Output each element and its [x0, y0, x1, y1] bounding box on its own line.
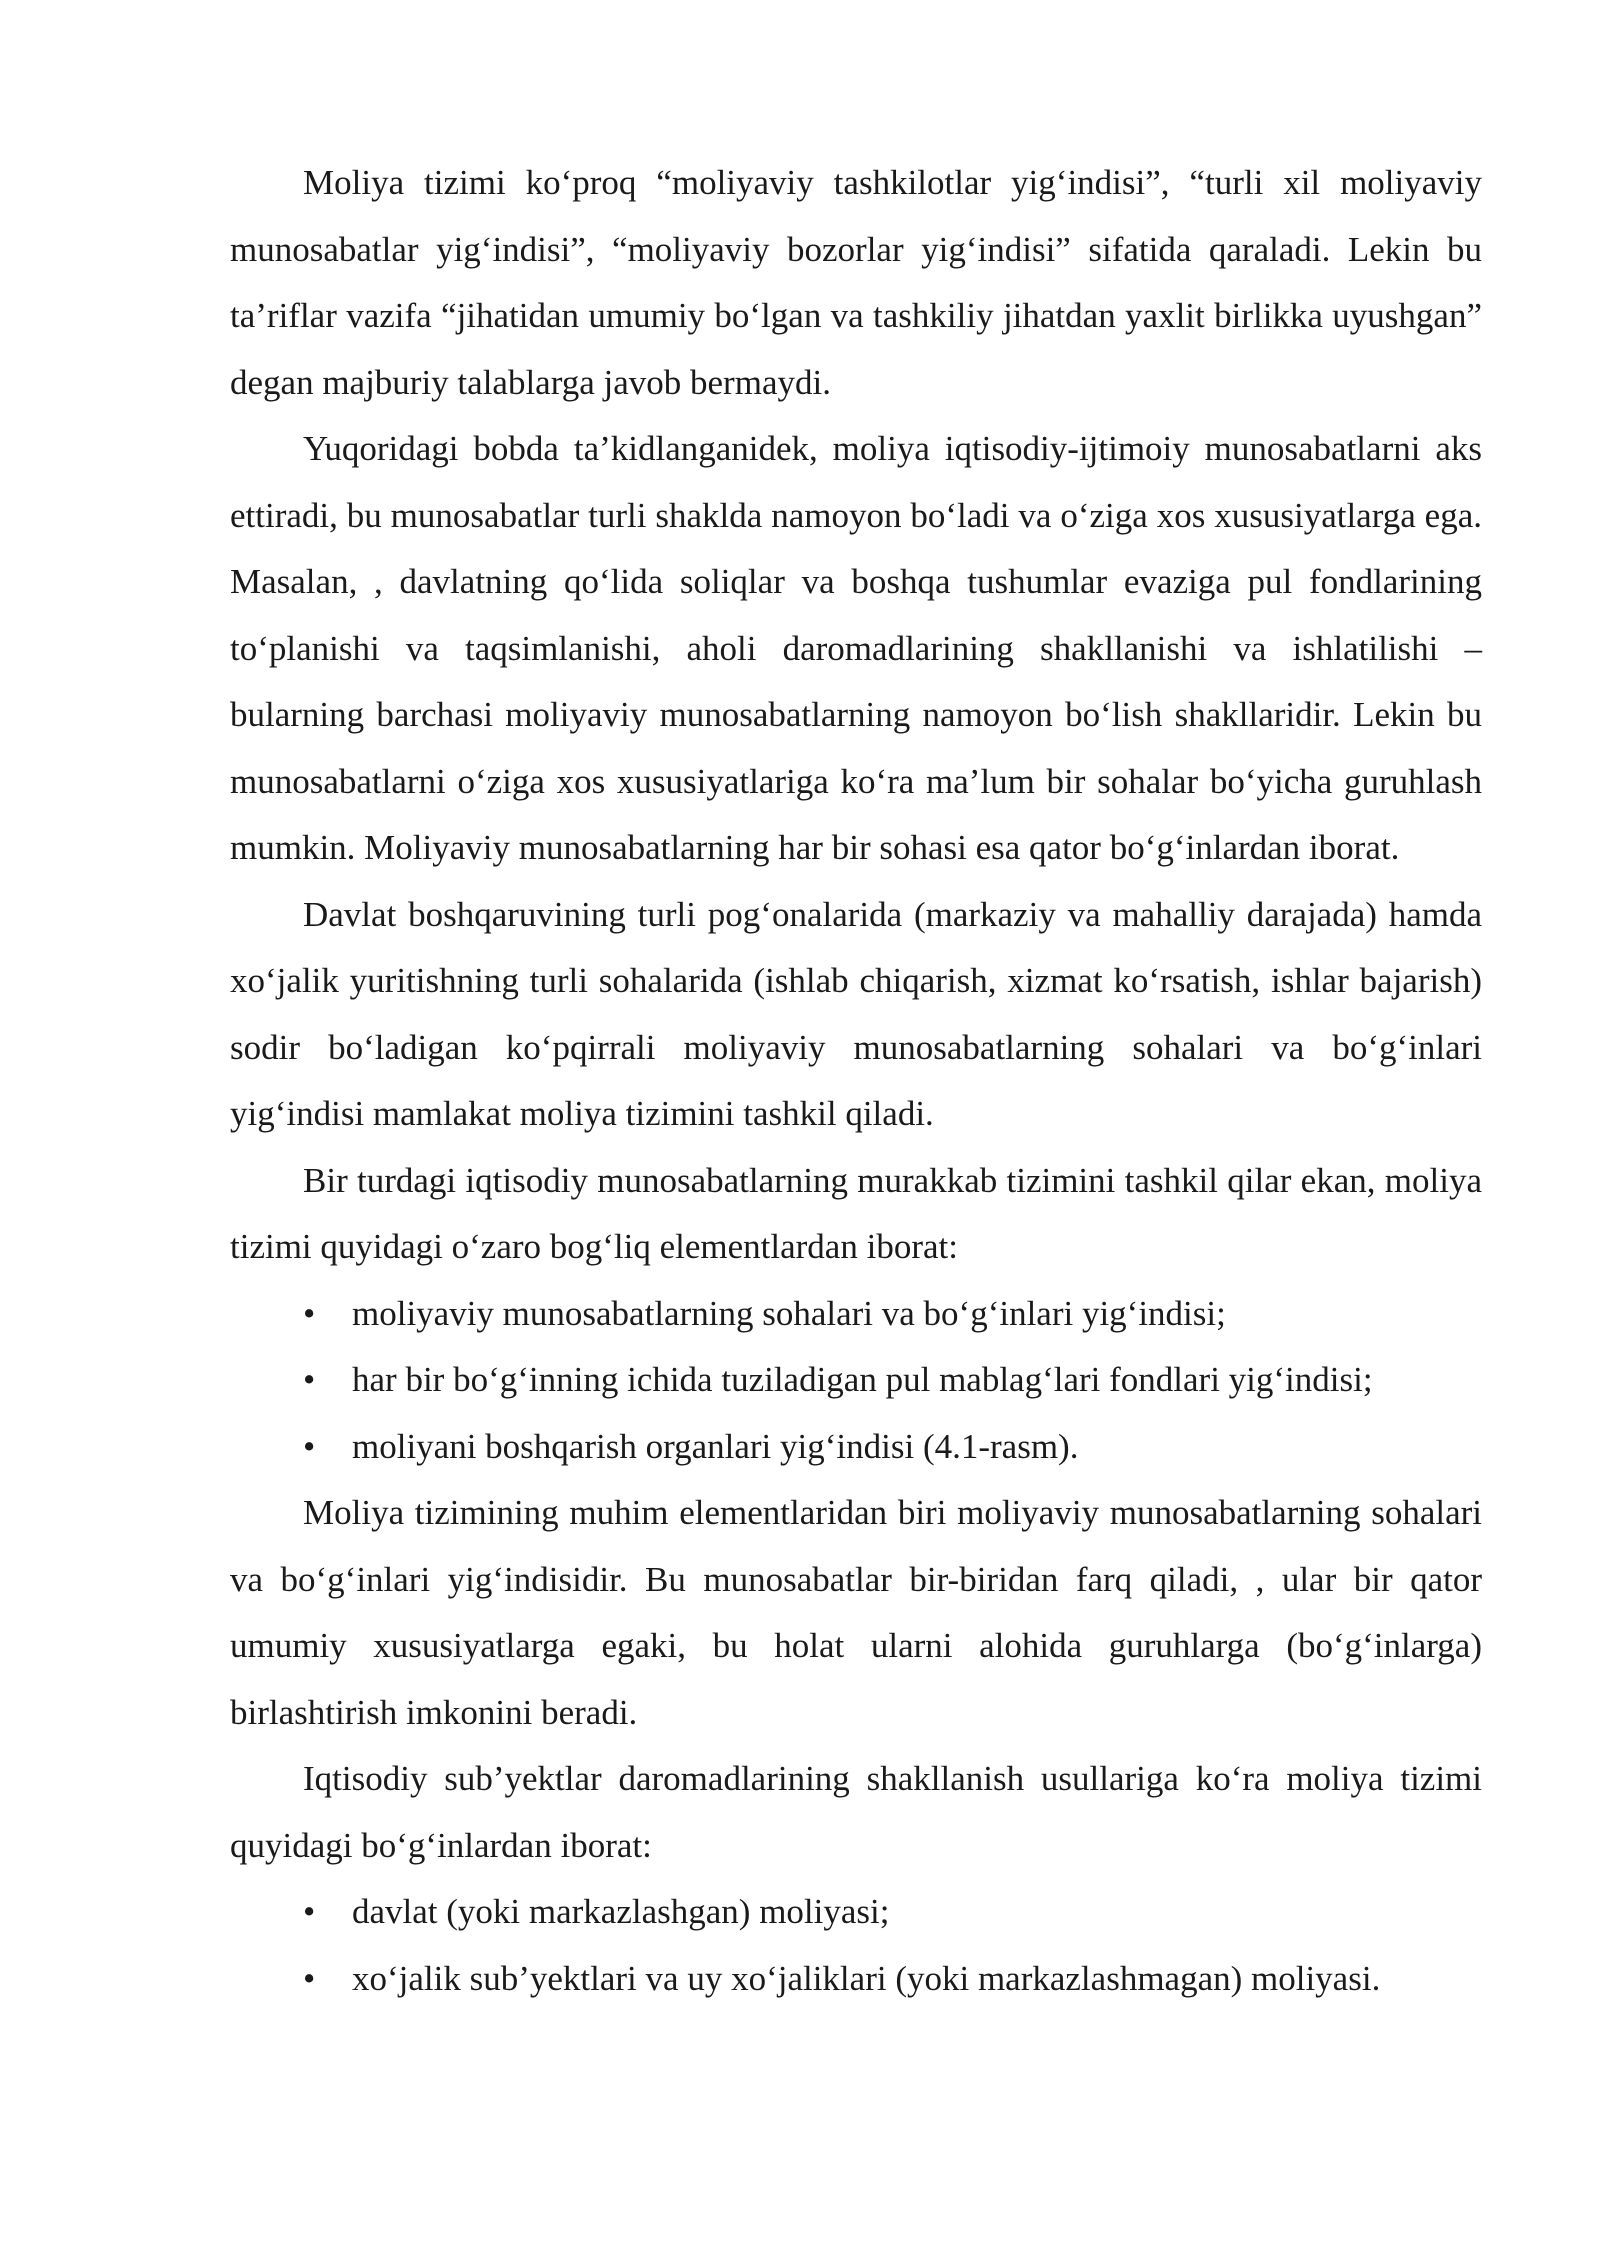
paragraph: Davlat boshqaruvining turli pog‘onalarida (markaziy va mahalliy darajada) hamda xo‘jalik yuritishning turli sohalarida (ishlab chiqarish, xizmat ko‘rsatish, ishlar bajarish) sodir bo‘ladigan ko‘pqirrali moliyaviy munosabatlarning sohalari va bo‘g‘inlari yig‘indisi mamlakat moliya tizimini tashkil qiladi. [230, 894, 1482, 1133]
list-item [230, 1281, 1482, 1348]
list-item-text: davlat (yoki markazlashgan) moliyasi; [352, 1892, 890, 1931]
bullet-icon: • [303, 1426, 316, 1466]
bullet-list [230, 1879, 1482, 2012]
list-item [230, 1879, 1482, 1946]
bullet-icon: • [303, 1892, 316, 1931]
bullet-icon: • [303, 1360, 316, 1399]
paragraph: Moliya tizimining muhim elementlaridan biri moliyaviy munosabatlarning sohalari va bo‘g‘inlari yig‘indisidir. Bu munosabatlar bir-biridan farq qiladi, , ular bir qator umumiy xususiyatlarga egaki, bu holat ularni alohida guruhlarga (bo‘g‘inlarga) birlashtirish imkonini beradi. [230, 1493, 1482, 1732]
paragraph: Yuqoridagi bobda ta’kidlanganidek, moliya iqtisodiy-ijtimoiy munosabatlarni aks ettiradi, bu munosabatlar turli shaklda namoyon bo‘ladi va o‘ziga xos xususiyatlarga ega. Masalan, , davlatning qo‘lida soliqlar va boshqa tushumlar evaziga pul fondlarining to‘planishi va taqsimlanishi, aholi daromadlarining shakllanishi va ishlatilishi – bularning barchasi moliyaviy munosabatlarning namoyon bo‘lish shakllaridir. Lekin bu munosabatlarni o‘ziga xos xususiyatlariga ko‘ra ma’lum bir sohalar bo‘yicha guruhlash mumkin. Moliyaviy munosabatlarning har bir sohasi esa qator bo‘g‘inlardan iborat. [230, 429, 1482, 867]
list-item [230, 1946, 1482, 2013]
list-item-text: har bir bo‘g‘inning ichida tuziladigan pul mablag‘lari fondlari yig‘indisi; [352, 1360, 1373, 1399]
list-item-text: moliyaviy munosabatlarning sohalari va bo‘g‘inlari yig‘indisi; [352, 1293, 1226, 1333]
paragraph: Moliya tizimi ko‘proq “moliyaviy tashkilotlar yig‘indisi”, “turli xil moliyaviy munosabatlar yig‘indisi”, “moliyaviy bozorlar yig‘indisi” sifatida qaraladi. Lekin bu ta’riflar vazifa “jihatidan umumiy bo‘lgan va tashkiliy jihatdan yaxlit birlikka uyushgan” degan majburiy talablarga javob bermaydi. [230, 163, 1482, 402]
paragraph: Bir turdagi iqtisodiy munosabatlarning murakkab tizimini tashkil qilar ekan, moliya tizimi quyidagi o‘zaro bog‘liq elementlardan iborat: [230, 1160, 1482, 1266]
bullet-icon: • [303, 1293, 316, 1333]
document-page [230, 150, 1482, 2012]
list-item-text: xo‘jalik sub’yektlari va uy xo‘jaliklari (yoki markazlashmagan) moliyasi. [352, 1958, 1381, 1998]
bullet-list [230, 1281, 1482, 1481]
list-item [230, 1414, 1482, 1481]
bullet-icon: • [303, 1958, 316, 1998]
paragraph: Iqtisodiy sub’yektlar daromadlarining shakllanish usullariga ko‘ra moliya tizimi quyidagi bo‘g‘inlardan iborat: [230, 1759, 1482, 1865]
list-item [230, 1347, 1482, 1414]
list-item-text: moliyani boshqarish organlari yig‘indisi (4.1-rasm). [352, 1426, 1079, 1466]
